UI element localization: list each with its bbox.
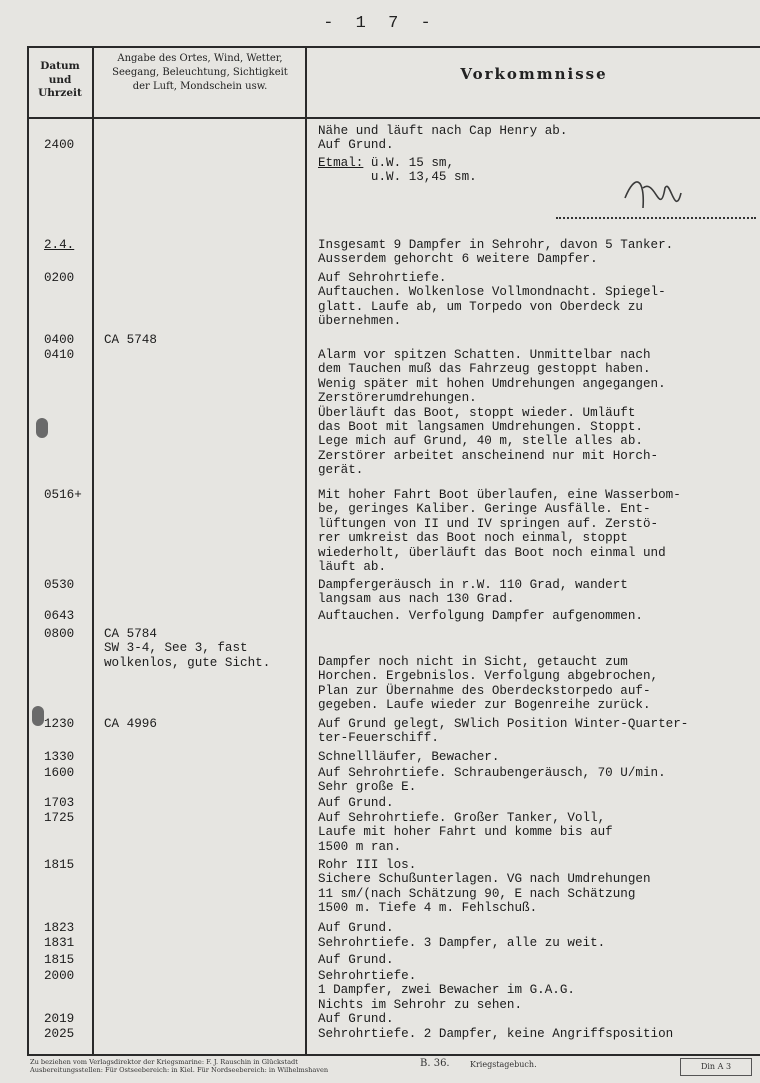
log-entry-line: Zerstörer arbeitet anscheinend nur mit Horch- bbox=[318, 448, 659, 463]
log-time: 1815 bbox=[44, 953, 75, 967]
log-entry bbox=[318, 969, 760, 1012]
log-entry-line: Auf Grund. bbox=[318, 138, 394, 153]
log-entry-line: Nähe und läuft nach Cap Henry ab. bbox=[318, 124, 568, 138]
header-angabe bbox=[95, 52, 305, 94]
log-entry bbox=[318, 717, 760, 746]
log-position: CA 5784 SW 3-4, See 3, fast wolkenlos, gute Sicht. bbox=[104, 627, 271, 670]
log-entry-line: Auftauchen. Wolkenlose Vollmondnacht. Spiegel- bbox=[318, 285, 666, 300]
log-entry bbox=[318, 1012, 760, 1026]
log-time: 0800 bbox=[44, 627, 75, 641]
log-entry-line: Etmal: ü.W. 15 sm, bbox=[318, 156, 455, 170]
log-time: 1600 bbox=[44, 766, 75, 780]
log-entry-line: Auf Grund. bbox=[318, 796, 394, 810]
log-entry-line: Auf Sehrohrtiefe. bbox=[318, 271, 447, 285]
header-bottom-border bbox=[27, 117, 760, 119]
punch-hole-upper bbox=[36, 418, 48, 438]
log-time: 1230 bbox=[44, 717, 75, 731]
log-entry-line: Ausserdem gehorcht 6 weitere Dampfer. bbox=[318, 252, 598, 267]
log-entry-line: Sichere Schußunterlagen. VG nach Umdrehungen bbox=[318, 872, 651, 887]
log-entry-line: glatt. Laufe ab, um Torpedo von Oberdeck zu bbox=[318, 299, 643, 314]
footer-form-number: B. 36. bbox=[420, 1058, 450, 1069]
log-entry-line: Schnellläufer, Bewacher. bbox=[318, 750, 500, 764]
log-time: 1725 bbox=[44, 811, 75, 825]
log-entry-line: 11 sm/(nach Schätzung 90, E nach Schätzung bbox=[318, 886, 636, 901]
log-time: 1815 bbox=[44, 858, 75, 872]
log-entry-line: wiederholt, überläuft das Boot noch einmal und bbox=[318, 545, 666, 560]
log-entry bbox=[318, 578, 760, 607]
log-entry bbox=[318, 238, 760, 267]
log-entry bbox=[318, 609, 760, 623]
log-entry-line: Alarm vor spitzen Schatten. Unmittelbar nach bbox=[318, 348, 651, 362]
log-entry-line: läuft ab. bbox=[318, 560, 387, 575]
log-entry bbox=[318, 750, 760, 764]
header-datum-text: Datum und Uhrzeit bbox=[38, 60, 82, 99]
log-entry bbox=[318, 124, 760, 153]
log-entry-line: Überläuft das Boot, stoppt wieder. Umläuft bbox=[318, 405, 636, 420]
log-time: 2400 bbox=[44, 138, 75, 152]
log-entry-line: Wenig später mit hohen Umdrehungen angegangen. bbox=[318, 376, 666, 391]
log-entry-line: Sehrohrtiefe. 3 Dampfer, alle zu weit. bbox=[318, 936, 606, 950]
log-entry-line: Auf Grund. bbox=[318, 1012, 394, 1026]
log-time: 0200 bbox=[44, 271, 75, 285]
log-entry-line: dem Tauchen muß das Fahrzeug gestoppt haben. bbox=[318, 362, 651, 377]
log-entry bbox=[318, 271, 760, 329]
log-entry-line: Sehr große E. bbox=[318, 780, 417, 795]
page-number: - 1 7 - bbox=[323, 14, 437, 33]
log-entry bbox=[318, 655, 760, 713]
log-entry-line: langsam aus nach 130 Grad. bbox=[318, 592, 515, 607]
table-top-border bbox=[27, 46, 760, 48]
log-entry-line: u.W. 13,45 sm. bbox=[318, 170, 477, 185]
log-entry bbox=[318, 766, 760, 795]
log-position: CA 5748 bbox=[104, 333, 157, 347]
log-entry-line: Rohr III los. bbox=[318, 858, 417, 872]
log-time: 2.4. bbox=[44, 238, 75, 252]
log-time: 0643 bbox=[44, 609, 75, 623]
log-entry-line: ter-Feuerschiff. bbox=[318, 731, 439, 746]
log-entry-line: 1500 m. Tiefe 4 m. Fehlschuß. bbox=[318, 901, 538, 916]
log-entry-line: Auf Grund. bbox=[318, 921, 394, 935]
log-entry-line: Auf Grund gelegt, SWlich Position Winter-Quarter- bbox=[318, 717, 689, 731]
log-time: 1330 bbox=[44, 750, 75, 764]
log-entry-line: Auf Grund. bbox=[318, 953, 394, 967]
log-time: 0400 bbox=[44, 333, 75, 347]
signature-mark bbox=[615, 168, 695, 228]
log-entry bbox=[318, 796, 760, 810]
log-entry-line: Zerstörerumdrehungen. bbox=[318, 391, 477, 406]
table-bottom-border bbox=[27, 1054, 760, 1056]
log-entry bbox=[318, 348, 760, 478]
log-time: 1831 bbox=[44, 936, 75, 950]
footer-title: Kriegstagebuch. bbox=[470, 1060, 537, 1069]
log-entry-line: lüftungen von II und IV springen auf. Zerstö- bbox=[318, 516, 659, 531]
log-entry-line: rer umkreist das Boot noch einmal, stoppt bbox=[318, 531, 628, 546]
log-entry-line: be, geringes Kaliber. Geringe Ausfälle. Ent- bbox=[318, 502, 651, 517]
log-entry-line: Laufe mit hoher Fahrt und komme bis auf bbox=[318, 825, 613, 840]
header-vorkommnisse: Vorkommnisse bbox=[460, 65, 608, 83]
log-entry-line: 1 Dampfer, zwei Bewacher im G.A.G. bbox=[318, 983, 575, 998]
punch-hole-lower bbox=[32, 706, 44, 726]
col-border-datum bbox=[92, 48, 94, 1056]
col-border-left bbox=[27, 48, 29, 1056]
log-time: 2025 bbox=[44, 1027, 75, 1041]
log-entry-line: Plan zur Übernahme des Oberdeckstorpedo auf- bbox=[318, 683, 651, 698]
log-entry bbox=[318, 858, 760, 916]
etmal-label: Etmal: bbox=[318, 156, 364, 170]
log-entry-line: 1500 m ran. bbox=[318, 839, 402, 854]
log-entry-line: Horchen. Ergebnislos. Verfolgung abgebrochen, bbox=[318, 669, 659, 684]
log-entry-line: Insgesamt 9 Dampfer in Sehrohr, davon 5 Tanker. bbox=[318, 238, 674, 252]
log-entry-line: Dampfer noch nicht in Sicht, getaucht zum bbox=[318, 655, 628, 669]
log-time: 2019 bbox=[44, 1012, 75, 1026]
log-entry bbox=[318, 953, 760, 967]
header-datum bbox=[29, 60, 91, 101]
page-footer bbox=[30, 1058, 760, 1080]
log-entry-line: das Boot mit langsamen Umdrehungen. Stoppt. bbox=[318, 420, 643, 435]
log-entry bbox=[318, 936, 760, 950]
log-entry-line: gerät. bbox=[318, 463, 364, 478]
footer-din: Din A 3 bbox=[680, 1058, 752, 1076]
log-time: 1703 bbox=[44, 796, 75, 810]
log-time: 0410 bbox=[44, 348, 75, 362]
log-entry-line: Sehrohrtiefe. 2 Dampfer, keine Angriffsposition bbox=[318, 1027, 674, 1041]
log-entry-line: Lege mich auf Grund, 40 m, stelle alles ab. bbox=[318, 434, 643, 449]
log-entry bbox=[318, 488, 760, 574]
log-entry bbox=[318, 921, 760, 935]
log-time: 1823 bbox=[44, 921, 75, 935]
log-time: 0530 bbox=[44, 578, 75, 592]
log-entry-line: übernehmen. bbox=[318, 314, 402, 329]
footer-printer: Zu beziehen vom Verlagsdirektor der Kriegsmarine: F. J. Rauschin in Glückstadt Ausbereitungsstellen: Für Ostseebereich: in Kiel. Für Nordseebereich: in Wilhelmshaven bbox=[30, 1058, 329, 1074]
col-border-angabe bbox=[305, 48, 307, 1056]
log-position: CA 4996 bbox=[104, 717, 157, 731]
log-entry-line: Auf Sehrohrtiefe. Schraubengeräusch, 70 U/min. bbox=[318, 766, 666, 780]
log-time: 0516+ bbox=[44, 488, 82, 502]
log-entry bbox=[318, 1027, 760, 1041]
log-entry-line: gegeben. Laufe wieder zur Bogenreihe zurück. bbox=[318, 698, 651, 713]
header-angabe-text: Angabe des Ortes, Wind, Wetter, Seegang, Beleuchtung, Sichtigkeit der Luft, Mondschein usw. bbox=[112, 53, 288, 92]
log-entry-line: Sehrohrtiefe. bbox=[318, 969, 417, 983]
log-entry bbox=[318, 811, 760, 854]
log-entry-line: Dampfergeräusch in r.W. 110 Grad, wandert bbox=[318, 578, 628, 592]
log-entry-line: Auftauchen. Verfolgung Dampfer aufgenommen. bbox=[318, 609, 643, 623]
log-entry-line: Mit hoher Fahrt Boot überlaufen, eine Wasserbom- bbox=[318, 488, 681, 502]
log-time: 2000 bbox=[44, 969, 75, 983]
log-entry-line: Nichts im Sehrohr zu sehen. bbox=[318, 997, 523, 1012]
log-entry-line: Auf Sehrohrtiefe. Großer Tanker, Voll, bbox=[318, 811, 606, 825]
